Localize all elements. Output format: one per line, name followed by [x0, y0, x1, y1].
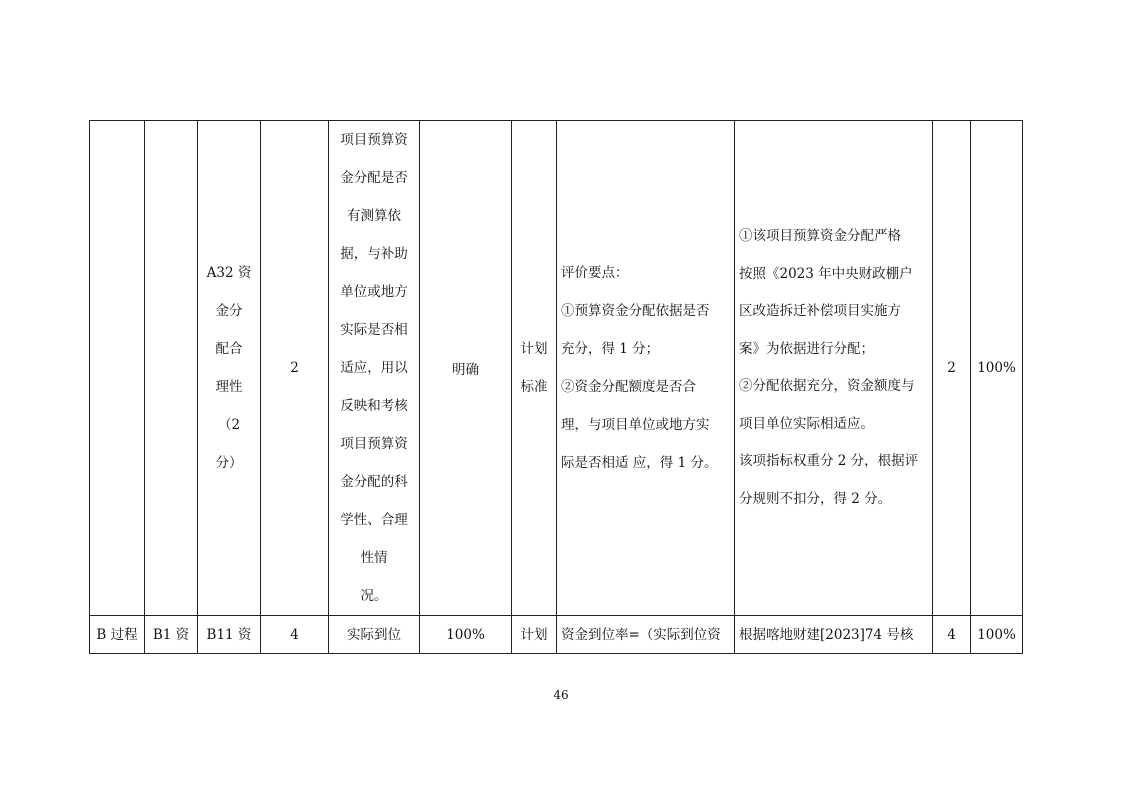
evaluation-table — [89, 120, 1023, 654]
criteria-cell: 资金到位率=（实际到位资 — [557, 616, 735, 654]
weight-cell: 2 — [261, 121, 329, 616]
analysis-cell — [735, 121, 933, 616]
source-cell — [512, 121, 557, 616]
level2-indicator-cell — [145, 121, 198, 616]
rate-cell: 100% — [971, 121, 1023, 616]
weight-cell: 4 — [261, 616, 329, 654]
level2-indicator-cell: B1 资 — [145, 616, 198, 654]
score-cell: 4 — [933, 616, 971, 654]
rate-cell: 100% — [971, 616, 1023, 654]
table-row — [90, 616, 1023, 654]
level3-indicator-cell: B11 资 — [198, 616, 261, 654]
target-source: 计划 标准 — [520, 341, 548, 395]
indicator-name: A32 资 金分 配合 理性 （2 分） — [206, 265, 252, 471]
indicator-description: 项目预算资 金分配是否 有测算依 据，与补助 单位或地方 实际是否相 适应，用以 反映和考核 项目预算资 金分配的科 学性、合理 性情 况。 — [340, 132, 408, 604]
scoring-analysis: ①该项目预算资金分配严格 按照《2023 年中央财政棚户 区改造拆迁补偿项目实施方 案》为依据进行分配； ②分配依据充分，资金额度与 项目单位实际相适应。 该项指标权重分 2 分，根据评 分规则不扣分，得 2 分。 — [739, 228, 919, 507]
scoring-criteria: 评价要点： ①预算资金分配依据是否 充分，得 1 分； ②资金分配额度是否合 理，与项目单位或地方实 际是否相适 应，得 1 分。 — [561, 265, 718, 471]
source-cell: 计划 — [512, 616, 557, 654]
level1-indicator-cell: B 过程 — [90, 616, 145, 654]
description-cell: 实际到位 — [329, 616, 420, 654]
criteria-cell — [557, 121, 735, 616]
analysis-cell: 根据喀地财建[2023]74 号核 — [735, 616, 933, 654]
page-number: 46 — [553, 688, 569, 702]
level3-indicator-cell — [198, 121, 261, 616]
table-row — [90, 121, 1023, 616]
level1-indicator-cell — [90, 121, 145, 616]
target-cell: 明确 — [420, 121, 512, 616]
target-cell: 100% — [420, 616, 512, 654]
score-cell: 2 — [933, 121, 971, 616]
description-cell — [329, 121, 420, 616]
